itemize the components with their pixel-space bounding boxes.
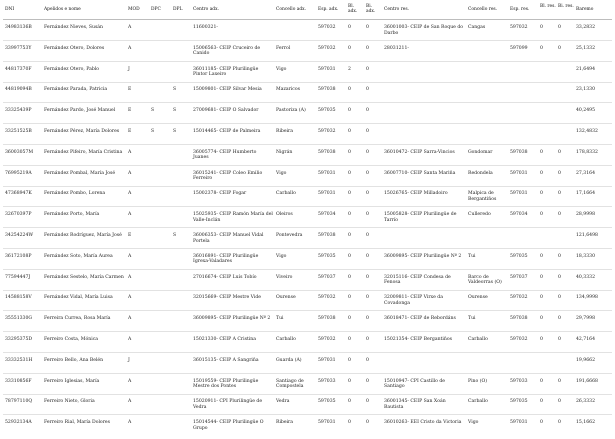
cell-bi-adx: 0 [366,295,369,301]
cell-mod: E [128,129,132,134]
cell-centro-adx: 36006353- CEIP Manuel Vidal Portela [193,233,264,244]
cell-bl-adx: 0 [348,212,351,218]
cell-bl-res: 0 [540,149,543,155]
row-divider [3,269,612,270]
cell-baremo: 23,1330 [576,87,595,93]
cell-esp-adx: 597032 [318,129,336,134]
cell-esp-res: 597031 [510,420,528,426]
cell-dni: 36003057M [5,149,34,155]
cell-bi-adx: 0 [366,399,369,405]
row-divider [3,206,612,207]
cell-mod: A [128,191,132,197]
cell-bi-adx: 0 [366,378,369,384]
cell-bl-adx: 0 [348,25,351,30]
cell-name: Fernández Vidal, María Luisa [44,295,113,301]
cell-bl-res: 0 [540,316,543,322]
cell-mod: A [128,25,132,30]
cell-centro-adx: 15006563- CEIP Cruceiro de Canido [193,45,261,57]
cell-mod: J [128,357,130,363]
cell-dpl: S [173,129,177,134]
cell-name: Fernández Pardo, José Manuel [44,108,116,114]
cell-centro-adx: 15002378- CEIP Fogar [193,191,247,197]
cell-bi-res: 0 [558,191,561,197]
cell-centro-adx: 15020911- CPI Plurilingüe de Vedra [193,399,263,410]
cell-baremo: 29,7998 [576,316,595,322]
cell-centro-adx: 15019559- CEIP Plurilingüe Mestre dos Pontes [193,378,259,390]
cell-concello-res: Tui [468,316,476,322]
cell-mod: A [128,274,132,280]
header-bl-res: Bl. res. [540,4,556,9]
cell-bl-adx: 0 [348,45,351,51]
row-divider [3,40,612,41]
cell-baremo: 121,6498 [576,233,598,238]
cell-bl-adx: 0 [348,337,351,342]
cell-dpc: S [151,129,155,134]
row-divider [3,82,612,83]
cell-name: Ferreira Currea, Rosa María [44,316,111,322]
cell-name: Ferreiro Costa, Mónica [44,337,99,342]
cell-mod: A [128,253,132,259]
cell-bl-adx: 0 [348,399,351,405]
cell-baremo: 25,1332 [576,45,595,51]
cell-esp-adx: 597038 [318,316,336,322]
cell-dpl: S [173,233,177,238]
cell-bl-adx: 0 [348,316,351,322]
cell-bi-res: 0 [558,253,561,259]
cell-bl-adx: 0 [348,357,351,363]
cell-centro-adx: 27016674- CEIP Luís Tobío [193,274,257,280]
cell-concello-adx: Guarda (A) [276,357,302,363]
cell-concello-adx: Vigo [276,253,287,259]
cell-dni: 34254224W [5,233,34,238]
cell-baremo: 191,6668 [576,378,598,384]
cell-centro-adx: 36015135- CEIP A Sangriña [193,357,259,363]
cell-baremo: 26,3332 [576,399,595,405]
header-centro-res: Centro res. [384,7,410,12]
cell-esp-adx: 597038 [318,233,336,238]
cell-bl-adx: 0 [348,87,351,93]
cell-bl-res: 0 [540,253,543,259]
cell-dni: 33325439P [5,108,32,114]
header-dpl: DPL [173,7,183,12]
cell-bi-adx: 0 [366,253,369,259]
cell-baremo: 40,2495 [576,108,595,114]
cell-bl-adx: 0 [348,233,351,238]
cell-name: Ferreiro Rial, María Dolores [44,420,110,426]
cell-baremo: 21,6494 [576,66,595,72]
cell-baremo: 134,9998 [576,295,598,301]
cell-esp-res: 597099 [510,45,528,51]
row-divider [3,144,612,145]
cell-dni: 34983136B [5,25,32,30]
cell-name: Fernández Nieves, Susán [44,25,104,30]
cell-dni: 78797110Q [5,399,33,405]
cell-name: Fernández Rodríguez, María José [44,233,122,238]
cell-bi-res: 0 [558,149,561,155]
cell-concello-adx: Pontevedra [276,233,303,238]
cell-esp-adx: 597031 [318,170,336,176]
cell-esp-res: 597032 [510,25,528,30]
cell-concello-res: Vigo [468,420,479,426]
cell-bi-adx: 0 [366,357,369,363]
cell-centro-adx: 36016891- CEIP Plurilingüe Igrexa-Valadares [193,253,259,265]
cell-esp-res: 597037 [510,274,528,280]
row-divider [3,61,612,62]
row-divider [3,414,612,415]
header-bi-adx: Bi. adx. [366,4,376,15]
cell-esp-adx: 597035 [318,253,336,259]
cell-concello-adx: Carballo [276,191,296,197]
cell-mod: E [128,87,132,93]
cell-bl-adx: 0 [348,378,351,384]
cell-dni: 33310856F [5,378,32,384]
cell-concello-adx: Pastoriza (A) [276,108,306,114]
cell-bl-res: 0 [540,212,543,218]
header-mod: MOD [128,7,140,12]
cell-dpc: S [151,108,155,114]
header-baremo: Baremo [576,7,594,12]
header-bl-adx: Bl. adx. [348,4,358,15]
cell-bi-adx: 0 [366,420,369,426]
cell-bl-res: 0 [540,170,543,176]
cell-esp-res: 597032 [510,295,528,301]
cell-bi-adx: 0 [366,129,369,134]
header-name: Apelidos e nome [44,7,81,12]
cell-name: Fernández Pérez, María Dolores [44,129,120,134]
cell-name: Fernández Parada, Patricia [44,87,108,93]
cell-centro-adx: 36009895- CEIP Plurilingüe Nº 2 [193,316,271,322]
header-esp-adx: Esp. adx. [318,7,339,12]
cell-dni: 44819094B [5,87,32,93]
cell-centro-res: 36010472- CEIP Sarra-Vincios [384,149,455,155]
cell-esp-res: 597033 [510,378,528,384]
cell-mod: A [128,149,132,155]
cell-bl-adx: 0 [348,420,351,426]
cell-dni: 33332531H [5,357,33,363]
cell-esp-res: 597035 [510,253,528,259]
cell-dni: 44817370F [5,66,32,72]
cell-concello-adx: Vigo [276,66,287,72]
cell-mod: A [128,170,132,176]
cell-bi-res: 0 [558,170,561,176]
row-divider [3,352,612,353]
cell-mod: A [128,399,132,405]
cell-dni: 33251525B [5,129,32,134]
cell-bi-res: 0 [558,420,561,426]
cell-esp-adx: 597032 [318,337,336,342]
cell-concello-res: Culleredo [468,212,491,218]
cell-centro-res: 15005828- CEIP Plurilingüe de Tarrío [384,212,457,223]
cell-esp-adx: 597035 [318,399,336,405]
cell-baremo: 132,4832 [576,129,598,134]
cell-concello-adx: Tui [276,316,284,322]
header-dpc: DPC [151,7,161,12]
cell-bl-adx: 2 [348,66,351,72]
cell-baremo: 17,1664 [576,191,595,197]
cell-bi-adx: 0 [366,87,369,93]
cell-concello-res: Ourense [468,295,488,301]
cell-bi-adx: 0 [366,316,369,322]
cell-baremo: 18,3330 [576,253,595,259]
cell-mod: J [128,66,130,72]
cell-baremo: 178,8332 [576,149,598,155]
row-divider [3,248,612,249]
cell-name: Fernández Pombal, María José [44,170,116,176]
row-divider [3,290,612,291]
cell-centro-adx: 36005774- CEIP Humberto Juanes [193,149,257,161]
cell-name: Ferreiro Iglesias, María [44,378,100,384]
cell-mod: E [128,108,132,114]
cell-centro-adx: 36015241- CEIP Coleo Emilio Ferreiro [193,170,263,182]
cell-bi-adx: 0 [366,170,369,176]
cell-bi-res: 0 [558,337,561,342]
cell-concello-res: Barco de Valdeorras (O) [468,274,502,286]
cell-concello-adx: Ribeira [276,129,293,134]
header-esp-res: Esp. res. [510,7,530,12]
row-divider [3,394,612,395]
cell-bl-res: 0 [540,378,543,384]
cell-esp-res: 597038 [510,149,528,155]
header-concello-adx: Concello adx. [276,7,307,12]
cell-bl-adx: 0 [348,295,351,301]
cell-esp-adx: 597038 [318,87,336,93]
cell-bi-adx: 0 [366,66,369,72]
cell-bi-res: 0 [558,45,561,51]
cell-mod: A [128,337,132,342]
cell-bi-res: 0 [558,212,561,218]
cell-concello-res: Carballo [468,399,488,405]
cell-baremo: 42,7164 [576,337,595,342]
cell-mod: A [128,45,132,51]
cell-concello-adx: Ribeira [276,420,293,426]
cell-concello-res: Cangas [468,25,486,30]
cell-dni: 47368947K [5,191,32,197]
cell-name: Fernández Soto, María Aurea [44,253,113,259]
cell-mod: A [128,212,132,218]
cell-centro-adx: 15014465- CEIP de Palmeira [193,129,261,134]
cell-bi-adx: 0 [366,337,369,342]
cell-esp-adx: 597031 [318,420,336,426]
cell-concello-adx: Mazaricos [276,87,300,93]
cell-baremo: 33,2832 [576,25,595,30]
cell-bl-res: 0 [540,25,543,30]
cell-concello-res: Carballo [468,337,488,342]
cell-dni: 14588158V [5,295,32,301]
row-divider [3,373,612,374]
cell-bi-res: 0 [558,25,561,30]
cell-mod: A [128,420,132,426]
cell-dni: 33295375D [5,337,33,342]
row-divider [3,165,612,166]
cell-bl-res: 0 [540,274,543,280]
cell-bl-adx: 0 [348,253,351,259]
cell-mod: A [128,316,132,322]
cell-concello-adx: Santiago de Compostela [276,378,304,390]
cell-esp-res: 597035 [510,399,528,405]
cell-bi-adx: 0 [366,274,369,280]
cell-centro-res: 32009811- CEIP Virxe da Covadonga [384,295,443,306]
cell-esp-adx: 597033 [318,378,336,384]
cell-dni: 36172108P [5,253,32,259]
cell-concello-adx: Vedra [276,399,290,405]
cell-dni: 76995219A [5,170,32,176]
cell-mod: E [128,233,132,238]
cell-bl-res: 0 [540,420,543,426]
cell-bl-res: 0 [540,191,543,197]
row-divider [3,186,612,187]
cell-dni: 77594447J [5,274,31,280]
cell-centro-res: 32015116- CEIP Condesa de Fenosa [384,274,451,286]
cell-name: Ferreiro Nieto, Gloria [44,399,95,405]
cell-concello-res: Gondomar [468,149,493,155]
cell-centro-adx: 36011185- CEIP Plurilingüe Pintor Laxeiro [193,66,259,78]
cell-esp-adx: 597034 [318,212,336,218]
cell-esp-adx: 597037 [318,274,336,280]
cell-baremo: 28,9998 [576,212,595,218]
cell-dpl: S [173,108,177,114]
cell-centro-res: 36007710- CEIP Santa Mariña [384,170,456,176]
cell-concello-adx: Nigrán [276,149,293,155]
cell-baremo: 40,3332 [576,274,595,280]
cell-bl-res: 0 [540,399,543,405]
cell-bi-adx: 0 [366,108,369,114]
cell-esp-res: 597031 [510,191,528,197]
header-dni: DNI [5,7,15,12]
header-centro-adx: Centro adx. [193,7,219,12]
cell-bi-res: 0 [558,316,561,322]
cell-concello-adx: Carballo [276,337,296,342]
cell-name: Fernández Otero, Dolores [44,45,105,51]
cell-dni: 52932134A [5,420,32,426]
cell-centro-res: 36001345- CEIP San Xoán Bautista [384,399,446,410]
cell-bl-adx: 0 [348,149,351,155]
cell-bi-adx: 0 [366,25,369,30]
cell-centro-adx: 15025935- CEIP Ramón María del Valle-Inclán [193,212,273,223]
header-bi-res: Bi. res. [558,4,574,9]
cell-centro-adx: 32015669- CEIP Mestre Vide [193,295,261,301]
cell-esp-adx: 597035 [318,108,336,114]
cell-name: Fernández Pifeiro, María Cristina [44,149,123,155]
cell-bl-res: 0 [540,337,543,342]
cell-bi-adx: 0 [366,233,369,238]
cell-centro-res: 36001003- CEIP de San Roque do Darbo [384,25,464,36]
cell-centro-res: 36009895- CEIP Plurilingüe Nº 2 [384,253,462,259]
cell-concello-res: Redondela [468,170,493,176]
cell-esp-res: 597038 [510,316,528,322]
cell-centro-res: 36018471- CEIP de Rebordáns [384,316,456,322]
cell-centro-adx: 15009801- CEIP Silvar Mesia [193,87,262,93]
row-divider [3,123,612,124]
cell-bl-adx: 0 [348,191,351,197]
cell-name: Fernández Otero, Pablo [44,66,100,72]
cell-bi-adx: 0 [366,149,369,155]
row-divider [3,227,612,228]
cell-bi-adx: 0 [366,191,369,197]
cell-name: Ferreiro Bello, Ana Belén [44,357,104,363]
cell-concello-adx: Oleiros [276,212,293,218]
cell-dpl: S [173,87,177,93]
cell-bl-res: 0 [540,295,543,301]
cell-esp-adx: 597031 [318,191,336,197]
cell-esp-res: 597034 [510,212,528,218]
cell-esp-adx: 597031 [318,357,336,363]
cell-bl-adx: 0 [348,170,351,176]
cell-centro-res: 15010947- CPI Castillo de Santiago [384,378,446,390]
cell-centro-res: 15026765- CEIP Milladoiro [384,191,448,197]
row-divider [3,102,612,103]
row-divider [3,310,612,311]
cell-concello-adx: Viveiro [276,274,293,280]
cell-centro-res: 28031211- [384,45,409,51]
header-concello-res: Concello res. [468,7,498,12]
cell-baremo: 27,3164 [576,170,595,176]
header-divider [3,19,612,20]
cell-bl-adx: 0 [348,108,351,114]
cell-baremo: 15,1662 [576,420,595,426]
cell-concello-adx: Ferrol [276,45,291,51]
row-divider [3,331,612,332]
cell-concello-adx: Ourense [276,295,296,301]
cell-centro-adx: 11600321- [193,25,218,30]
cell-esp-adx: 597032 [318,295,336,301]
cell-bi-res: 0 [558,295,561,301]
cell-concello-res: Pino (O) [468,378,488,384]
cell-esp-adx: 597038 [318,149,336,155]
cell-bi-adx: 0 [366,45,369,51]
cell-name: Fernández Pombo, Lorena [44,191,106,197]
cell-centro-res: 36010263- EEI Cristo da Victoria [384,420,462,426]
cell-esp-adx: 597031 [318,66,336,72]
cell-bi-res: 0 [558,378,561,384]
cell-name: Fernández Porto, María [44,212,100,218]
cell-esp-adx: 597032 [318,45,336,51]
cell-dni: 32670397P [5,212,32,218]
cell-bi-res: 0 [558,399,561,405]
cell-centro-adx: 27009681- CEIP O Salvador [193,108,259,114]
cell-dni: 35551330G [5,316,33,322]
cell-concello-adx: Vigo [276,170,287,176]
cell-bl-adx: 0 [348,129,351,134]
cell-centro-adx: 15021330- CEIP A Cristina [193,337,256,342]
cell-centro-res: 15021354- CEIP Bergantiños [384,337,452,342]
cell-mod: A [128,295,132,301]
cell-esp-res: 597032 [510,337,528,342]
cell-esp-adx: 597032 [318,25,336,30]
cell-bi-res: 0 [558,274,561,280]
cell-centro-adx: 15014544- CEIP Plurilingüe O Grupo [193,420,264,431]
cell-dni: 33997753Y [5,45,32,51]
cell-bl-res: 0 [540,45,543,51]
cell-name: Fernández Sestelo, María Carmen [44,274,124,280]
cell-bi-adx: 0 [366,212,369,218]
cell-baremo: 19,9662 [576,357,595,363]
cell-mod: A [128,378,132,384]
cell-esp-res: 597031 [510,170,528,176]
cell-concello-res: Malpica de Bergantiños [468,191,497,202]
cell-bl-adx: 0 [348,274,351,280]
cell-concello-res: Tui [468,253,476,259]
